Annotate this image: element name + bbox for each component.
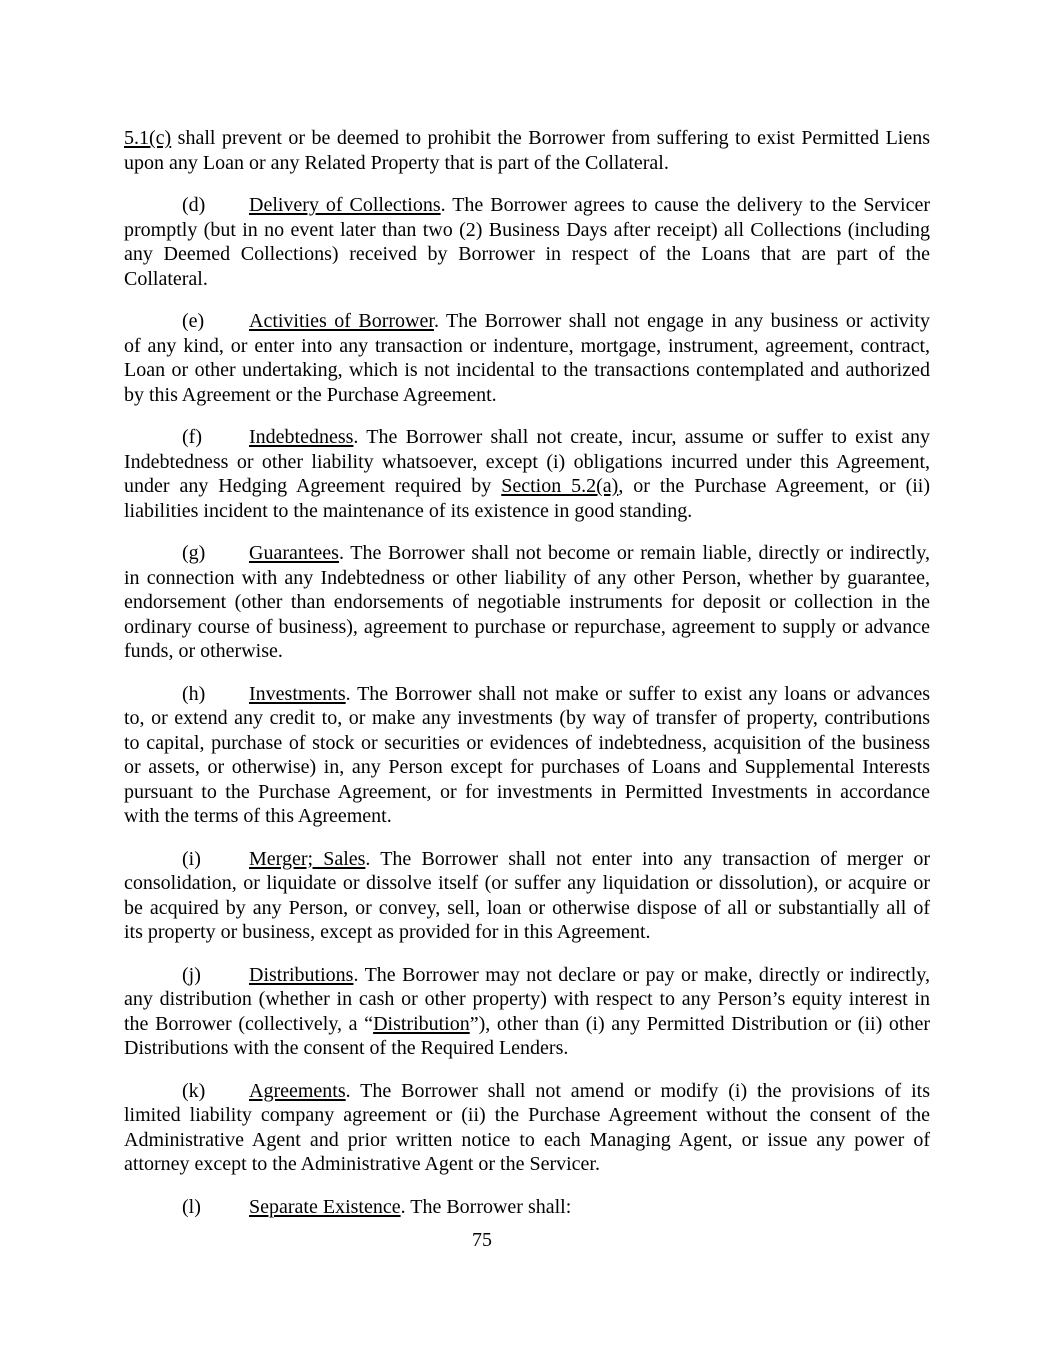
text-segment: consolidation, or liquidate or dissolve itself (or suffer any liquidation or dissolution), or acquire or [124,872,930,894]
text-segment: . The Borrower shall not amend or modify (i) the provisions of its [345,1079,930,1102]
text-line [124,358,930,383]
text-line [124,920,930,945]
text-line [124,1103,930,1128]
underlined-term: Delivery of Collections [249,194,441,216]
paragraph-k [124,1079,930,1177]
paragraph-l [124,1195,930,1220]
underlined-term: Agreements [249,1079,346,1102]
paragraph-label: (h) [182,682,206,705]
underlined-term: Merger; Sales [249,847,366,870]
text-segment: pursuant to the Purchase Agreement, or for investments in Permitted Investments in accordance [124,780,930,803]
text-line [124,499,930,524]
text-line [124,615,930,640]
text-segment: attorney except to the Administrative Agent or the Servicer. [124,1153,600,1175]
text-line [124,847,930,872]
text-line [124,450,930,475]
text-line [124,218,930,243]
text-segment: any distribution (whether in cash or other property) with respect to any Person’s equity interest in [124,988,930,1010]
text-segment: , or the Purchase Agreement, or (ii) [618,475,931,497]
text-segment: . The Borrower agrees to cause the delivery to the Servicer [440,194,931,216]
underlined-term: 5.1(c) [124,127,172,149]
text-line [124,963,930,988]
text-segment: Indebtedness or other liability whatsoever, except (i) obligations incurred under this Agreement, [124,450,930,473]
paragraph-label: (j) [182,963,201,986]
text-line [124,334,930,359]
text-line [124,731,930,756]
text-segment: . The Borrower shall not create, incur, assume or suffer to exist any [353,426,930,448]
text-segment: . The Borrower shall not become or remain liable, directly or indirectly, [338,542,930,564]
underlined-term: Indebtedness [249,426,354,448]
text-line [124,383,930,408]
page-number: 75 [472,1229,492,1251]
text-segment: to, or extend any credit to, or make any investments (by way of transfer of property, contributions [124,707,930,729]
text-line [124,639,930,664]
text-line [124,242,930,267]
text-line [124,566,930,591]
text-segment: promptly (but in no event later than two (2) Business Days after receipt) all Collections (including [124,218,930,241]
text-line [124,1128,930,1153]
text-line [124,1152,930,1177]
text-line [124,682,930,707]
paragraph-e [124,309,930,407]
text-segment: Collateral. [124,267,208,290]
document-body [124,126,930,1219]
text-line [124,1012,930,1037]
text-segment: funds, or otherwise. [124,640,283,662]
paragraph-label: (d) [182,194,206,216]
paragraph-d [124,193,930,291]
paragraph-label: (k) [182,1079,206,1102]
paragraph-f [124,425,930,523]
paragraph-label: (l) [182,1195,201,1218]
text-segment: endorsement (other than endorsements of negotiable instruments for deposit or collection in the [124,591,930,613]
text-line [124,309,930,334]
text-segment: any Deemed Collections) received by Borrower in respect of the Loans that are part of the [124,243,930,265]
underlined-term: Investments [249,682,346,705]
text-line [124,541,930,566]
text-segment: under any Hedging Agreement required by [124,475,502,497]
text-line [124,1195,930,1220]
paragraph-label: (f) [182,426,202,448]
text-segment: in connection with any Indebtedness or other liability of any other Person, whether by guarantee, [124,566,930,589]
text-segment: . The Borrower shall: [400,1195,572,1218]
text-segment: Administrative Agent and prior written notice to each Managing Agent, or issue any power of [124,1128,930,1151]
text-line [124,126,930,151]
text-segment: Distributions with the consent of the Required Lenders. [124,1037,569,1059]
underlined-term: Separate Existence [249,1195,401,1218]
text-line [124,1036,930,1061]
underlined-term: Section 5.2(a) [501,475,619,497]
text-segment: the Borrower (collectively, a “ [124,1012,374,1035]
paragraph-intro [124,126,930,175]
text-segment: limited liability company agreement or (ii) the Purchase Agreement without the consent of the [124,1104,930,1126]
text-line [124,706,930,731]
text-segment: ordinary course of business), agreement to purchase or repurchase, agreement to supply or advance [124,615,930,638]
text-line [124,896,930,921]
text-segment: Loan or other undertaking, which is not incidental to the transactions contemplated and authorized [124,359,930,381]
text-segment: with the terms of this Agreement. [124,805,392,827]
text-segment: liabilities incident to the maintenance of its existence in good standing. [124,499,693,522]
text-line [124,780,930,805]
text-line [124,871,930,896]
text-segment: ”), other than (i) any Permitted Distribution or (ii) other [469,1012,930,1035]
paragraph-label: (g) [182,542,206,564]
underlined-term: Guarantees [249,542,339,564]
text-line [124,1079,930,1104]
text-segment: to capital, purchase of stock or securities or evidences of indebtedness, acquisition of the business [124,731,930,754]
text-segment: be acquired by any Person, or convey, sell, loan or otherwise dispose of all or substantially all of [124,896,930,919]
text-line [124,193,930,218]
paragraph-label: (e) [182,310,205,332]
paragraph-g [124,541,930,664]
text-segment: shall prevent or be deemed to prohibit the Borrower from suffering to exist Permitted Liens [171,127,930,149]
text-segment: upon any Loan or any Related Property that is part of the Collateral. [124,151,669,174]
text-line [124,590,930,615]
underlined-term: Distribution [373,1012,470,1035]
text-segment: . The Borrower shall not enter into any transaction of merger or [365,847,930,870]
underlined-term: Distributions [249,963,354,986]
text-line [124,425,930,450]
text-segment: by this Agreement or the Purchase Agreement. [124,383,497,406]
paragraph-label: (i) [182,847,201,870]
underlined-term: Activities of Borrower [249,310,434,332]
text-line [124,755,930,780]
text-line [124,151,930,176]
text-segment: . The Borrower shall not make or suffer to exist any loans or advances [345,682,930,705]
text-segment: its property or business, except as provided for in this Agreement. [124,921,651,943]
text-segment: or assets, or otherwise) in, any Person except for purchases of Loans and Supplemental Interests [124,756,930,778]
text-segment: . The Borrower shall not engage in any business or activity [433,310,930,332]
text-line [124,804,930,829]
text-line [124,267,930,292]
paragraph-h [124,682,930,829]
paragraph-i [124,847,930,945]
paragraph-j [124,963,930,1061]
text-segment: of any kind, or enter into any transaction or indenture, mortgage, instrument, agreement, contract, [124,334,930,357]
text-line [124,474,930,499]
text-line [124,987,930,1012]
text-segment: . The Borrower may not declare or pay or make, directly or indirectly, [353,963,930,986]
